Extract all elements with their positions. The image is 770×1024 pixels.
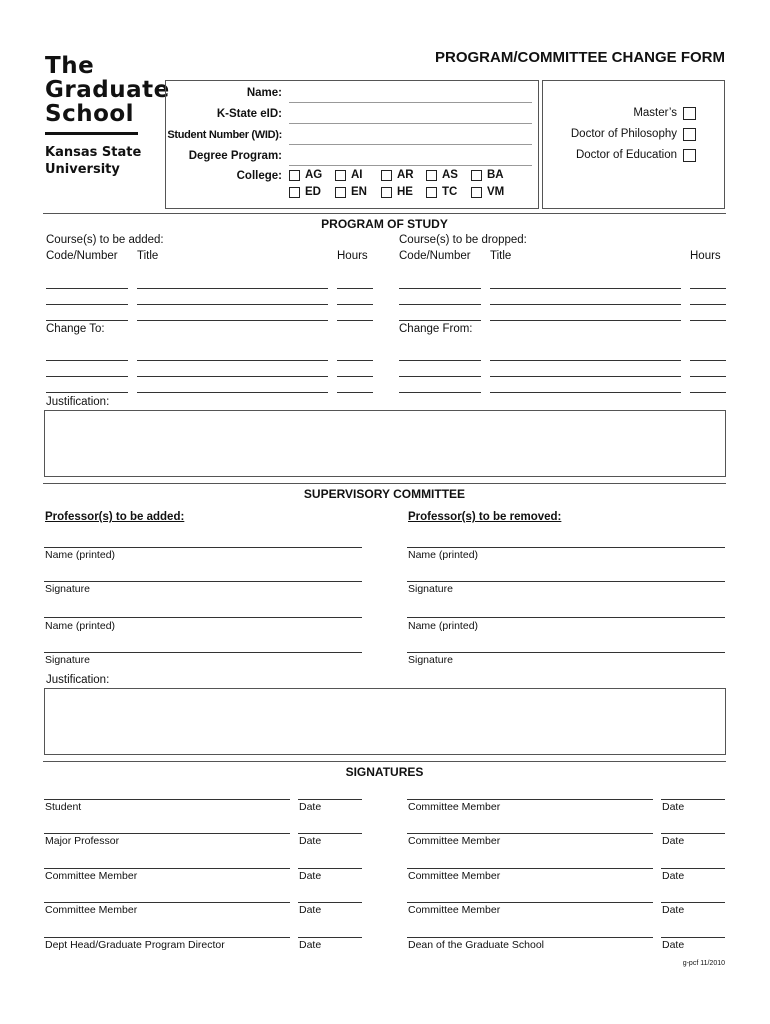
code-header-right: Code/Number — [399, 250, 471, 262]
signature-line-right-5[interactable] — [407, 937, 653, 938]
signature-line-right-1[interactable] — [407, 799, 653, 800]
date-line-left-2[interactable] — [298, 833, 362, 834]
added-course-right-title-line-1[interactable] — [490, 288, 681, 289]
title-header-right: Title — [490, 250, 512, 262]
logo-school: School — [45, 101, 135, 127]
date-line-right-5[interactable] — [661, 937, 725, 938]
degree-masters-checkbox[interactable] — [683, 107, 696, 120]
name-field[interactable] — [289, 102, 532, 103]
signature-caption-left-4: Committee Member — [45, 904, 138, 916]
degree-phd-checkbox[interactable] — [683, 128, 696, 141]
college-tc-label: TC — [442, 186, 458, 198]
logo-the: The — [45, 53, 95, 79]
college-he-checkbox[interactable] — [381, 187, 392, 198]
added-course-right-hours-line-3[interactable] — [690, 320, 726, 321]
section-divider-2 — [43, 483, 726, 484]
college-en-label: EN — [351, 186, 367, 198]
courses-dropped-label: Course(s) to be dropped: — [399, 234, 527, 246]
added-course-right-code-line-3[interactable] — [399, 320, 481, 321]
change-course-left-code-line-2[interactable] — [46, 376, 128, 377]
date-caption-left-4: Date — [299, 904, 322, 916]
change-course-right-title-line-3[interactable] — [490, 392, 681, 393]
college-ba-checkbox[interactable] — [471, 170, 482, 181]
add-name-line-1[interactable] — [44, 547, 362, 548]
signature-line-left-2[interactable] — [44, 833, 290, 834]
program-justification-box[interactable] — [44, 410, 726, 477]
date-caption-right-3: Date — [662, 870, 685, 882]
change-from-label: Change From: — [399, 323, 473, 335]
wid-field[interactable] — [289, 144, 532, 145]
signature-caption-left-5: Dept Head/Graduate Program Director — [45, 939, 225, 951]
logo-kansas-state: Kansas State — [45, 145, 142, 160]
added-course-left-hours-line-1[interactable] — [337, 288, 373, 289]
add-signature-line-1[interactable] — [44, 581, 362, 582]
college-ag-label: AG — [305, 169, 323, 181]
change-course-right-title-line-2[interactable] — [490, 376, 681, 377]
added-course-left-code-line-2[interactable] — [46, 304, 128, 305]
college-ed-checkbox[interactable] — [289, 187, 300, 198]
degree-edd-label: Doctor of Education — [575, 149, 677, 161]
hours-header-right: Hours — [690, 250, 721, 262]
section-divider — [43, 213, 726, 214]
date-line-left-1[interactable] — [298, 799, 362, 800]
program-justification-label: Justification: — [46, 396, 110, 408]
remove-name-line-2[interactable] — [407, 617, 725, 618]
signature-line-left-4[interactable] — [44, 902, 290, 903]
date-line-right-1[interactable] — [661, 799, 725, 800]
date-caption-right-5: Date — [662, 939, 685, 951]
college-ag-checkbox[interactable] — [289, 170, 300, 181]
remove-signature-caption-2: Signature — [408, 654, 453, 666]
wid-label: Student Number (WID): — [167, 129, 282, 141]
signature-line-right-3[interactable] — [407, 868, 653, 869]
add-signature-caption-1: Signature — [45, 583, 90, 595]
college-ar-checkbox[interactable] — [381, 170, 392, 181]
added-course-left-hours-line-3[interactable] — [337, 320, 373, 321]
change-course-right-code-line-2[interactable] — [399, 376, 481, 377]
eid-field[interactable] — [289, 123, 532, 124]
added-course-left-title-line-3[interactable] — [137, 320, 328, 321]
name-label: Name: — [246, 87, 282, 99]
date-caption-right-2: Date — [662, 835, 685, 847]
eid-label: K-State eID: — [216, 108, 282, 120]
college-ai-label: AI — [351, 169, 363, 181]
change-course-left-title-line-2[interactable] — [137, 376, 328, 377]
signature-line-right-4[interactable] — [407, 902, 653, 903]
signatures-heading: SIGNATURES — [345, 765, 424, 779]
code-header-left: Code/Number — [46, 250, 118, 262]
add-name-caption-1: Name (printed) — [45, 549, 116, 561]
form-title: PROGRAM/COMMITTEE CHANGE FORM — [435, 49, 725, 66]
date-caption-right-1: Date — [662, 801, 685, 813]
professors-removed-label: Professor(s) to be removed: — [408, 511, 562, 523]
form-code: g-pcf 11/2010 — [682, 960, 725, 967]
add-name-caption-2: Name (printed) — [45, 620, 116, 632]
section-divider-3 — [43, 761, 726, 762]
committee-heading: SUPERVISORY COMMITTEE — [303, 487, 466, 501]
program-heading: PROGRAM OF STUDY — [321, 217, 448, 231]
date-line-right-3[interactable] — [661, 868, 725, 869]
logo-rule — [45, 132, 138, 135]
college-tc-checkbox[interactable] — [426, 187, 437, 198]
date-caption-left-3: Date — [299, 870, 322, 882]
college-label: College: — [236, 170, 282, 182]
remove-signature-line-1[interactable] — [407, 581, 725, 582]
college-ba-label: BA — [487, 169, 504, 181]
college-he-label: HE — [397, 186, 413, 198]
remove-signature-caption-1: Signature — [408, 583, 453, 595]
signature-line-right-2[interactable] — [407, 833, 653, 834]
degree-phd-label: Doctor of Philosophy — [570, 128, 677, 140]
change-course-right-hours-line-3[interactable] — [690, 392, 726, 393]
added-course-right-hours-line-2[interactable] — [690, 304, 726, 305]
degree-masters-label: Master’s — [633, 107, 677, 119]
change-course-right-code-line-3[interactable] — [399, 392, 481, 393]
date-line-left-4[interactable] — [298, 902, 362, 903]
college-as-label: AS — [442, 169, 458, 181]
date-caption-left-1: Date — [299, 801, 322, 813]
change-course-left-code-line-3[interactable] — [46, 392, 128, 393]
signature-caption-left-1: Student — [45, 801, 82, 813]
remove-name-line-1[interactable] — [407, 547, 725, 548]
added-course-left-code-line-1[interactable] — [46, 288, 128, 289]
college-as-checkbox[interactable] — [426, 170, 437, 181]
added-course-right-title-line-3[interactable] — [490, 320, 681, 321]
college-ar-label: AR — [397, 169, 414, 181]
change-course-right-hours-line-1[interactable] — [690, 360, 726, 361]
change-course-right-hours-line-2[interactable] — [690, 376, 726, 377]
college-vm-label: VM — [487, 186, 505, 198]
degree-box — [542, 80, 725, 209]
change-course-left-hours-line-3[interactable] — [337, 392, 373, 393]
signature-caption-right-3: Committee Member — [408, 870, 501, 882]
signature-caption-right-5: Dean of the Graduate School — [408, 939, 545, 951]
remove-signature-line-2[interactable] — [407, 652, 725, 653]
logo-graduate: Graduate — [45, 77, 170, 103]
committee-justification-box[interactable] — [44, 688, 726, 755]
change-course-left-title-line-3[interactable] — [137, 392, 328, 393]
added-course-left-code-line-3[interactable] — [46, 320, 128, 321]
added-course-right-code-line-1[interactable] — [399, 288, 481, 289]
signature-caption-left-3: Committee Member — [45, 870, 138, 882]
added-course-left-hours-line-2[interactable] — [337, 304, 373, 305]
change-course-left-hours-line-2[interactable] — [337, 376, 373, 377]
signature-caption-right-1: Committee Member — [408, 801, 501, 813]
date-line-left-5[interactable] — [298, 937, 362, 938]
add-name-line-2[interactable] — [44, 617, 362, 618]
added-course-right-hours-line-1[interactable] — [690, 288, 726, 289]
add-signature-caption-2: Signature — [45, 654, 90, 666]
change-course-right-code-line-1[interactable] — [399, 360, 481, 361]
date-line-left-3[interactable] — [298, 868, 362, 869]
logo-university: University — [45, 162, 120, 177]
title-header-left: Title — [137, 250, 159, 262]
date-caption-right-4: Date — [662, 904, 685, 916]
remove-name-caption-2: Name (printed) — [408, 620, 479, 632]
degree-edd-checkbox[interactable] — [683, 149, 696, 162]
college-ed-label: ED — [305, 186, 321, 198]
add-signature-line-2[interactable] — [44, 652, 362, 653]
remove-name-caption-1: Name (printed) — [408, 549, 479, 561]
change-course-left-hours-line-1[interactable] — [337, 360, 373, 361]
added-course-left-title-line-2[interactable] — [137, 304, 328, 305]
signature-caption-right-4: Committee Member — [408, 904, 501, 916]
signature-caption-right-2: Committee Member — [408, 835, 501, 847]
college-ai-checkbox[interactable] — [335, 170, 346, 181]
degree-program-label: Degree Program: — [188, 150, 282, 162]
signature-line-left-3[interactable] — [44, 868, 290, 869]
professors-added-label: Professor(s) to be added: — [45, 511, 185, 523]
degree-program-field[interactable] — [289, 165, 532, 166]
college-en-checkbox[interactable] — [335, 187, 346, 198]
date-caption-left-2: Date — [299, 835, 322, 847]
committee-justification-label: Justification: — [46, 674, 110, 686]
signature-line-left-5[interactable] — [44, 937, 290, 938]
added-course-right-code-line-2[interactable] — [399, 304, 481, 305]
hours-header-left: Hours — [337, 250, 368, 262]
change-course-left-code-line-1[interactable] — [46, 360, 128, 361]
signature-caption-left-2: Major Professor — [45, 835, 120, 847]
date-line-right-2[interactable] — [661, 833, 725, 834]
change-course-right-title-line-1[interactable] — [490, 360, 681, 361]
added-course-right-title-line-2[interactable] — [490, 304, 681, 305]
added-course-left-title-line-1[interactable] — [137, 288, 328, 289]
change-to-label: Change To: — [46, 323, 105, 335]
signature-line-left-1[interactable] — [44, 799, 290, 800]
change-course-left-title-line-1[interactable] — [137, 360, 328, 361]
date-caption-left-5: Date — [299, 939, 322, 951]
date-line-right-4[interactable] — [661, 902, 725, 903]
college-vm-checkbox[interactable] — [471, 187, 482, 198]
courses-added-label: Course(s) to be added: — [46, 234, 164, 246]
